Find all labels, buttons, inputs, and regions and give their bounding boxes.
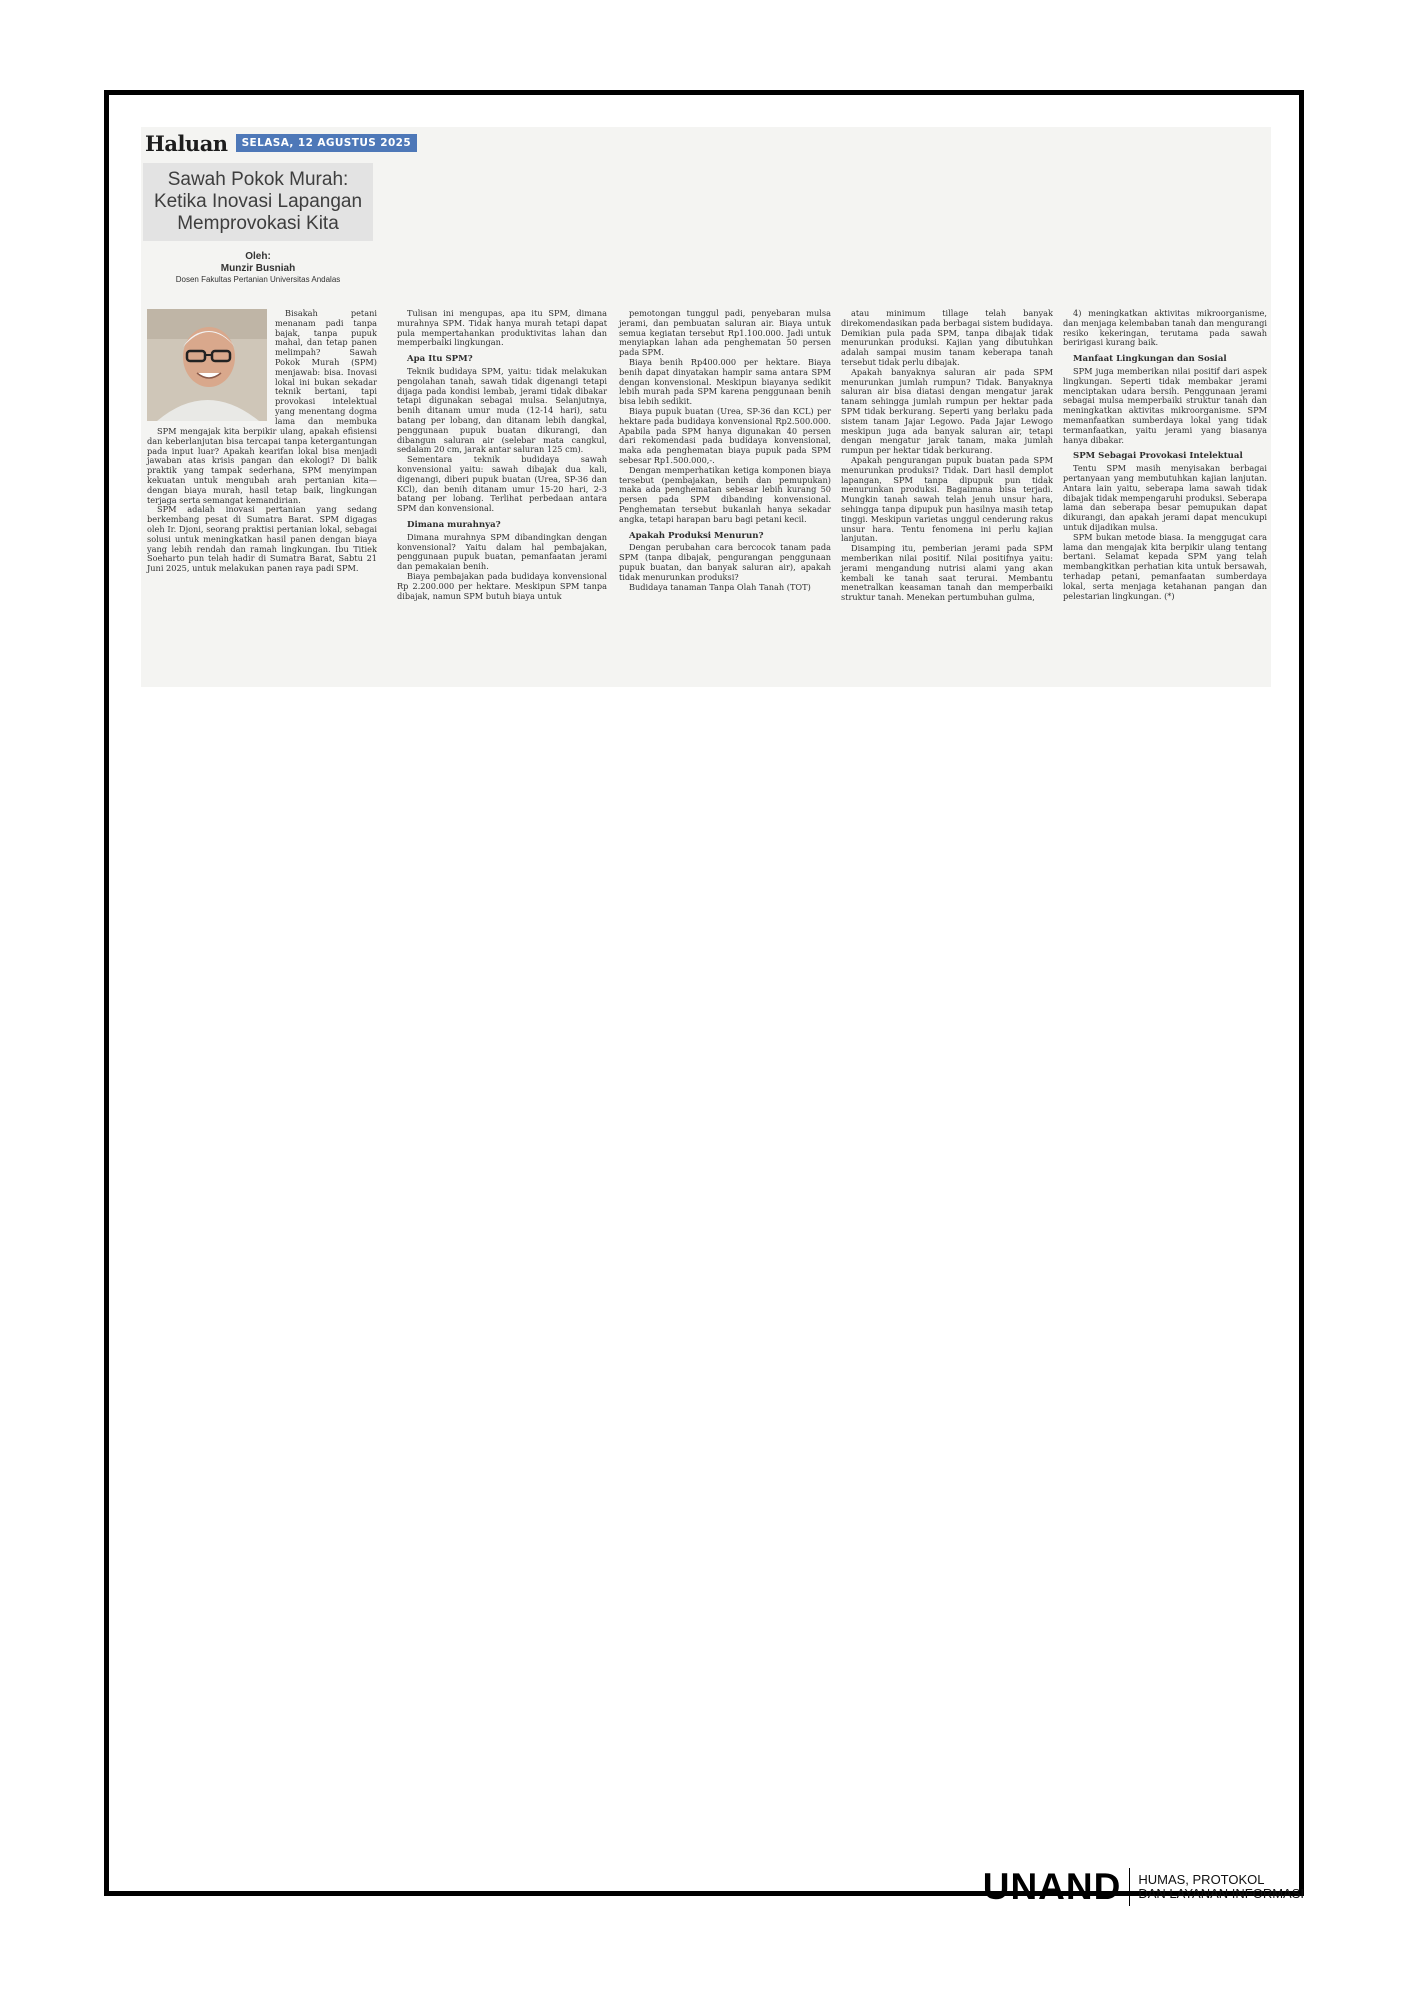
footer-divider (1129, 1868, 1130, 1906)
intro-paragraph: Bisakah petani menanam padi tanpa bajak, tanpa pupuk mahal, dan tetap panen melimpah? Sawah Pokok Murah (SPM) menjawab: bisa. Inovasi lokal ini bukan sekadar teknik bertani, tapi provokasi intelektual yang menentang dogma lama dan membuka (275, 309, 377, 425)
paragraph: Dengan perubahan cara bercocok tanam pada SPM (tanpa dibajak, pengurangan penggunaan pupuk buatan, dan banyak saluran air), apakah tidak menurunkan produksi? (619, 542, 831, 582)
section-heading: Dimana murahnya? (407, 519, 501, 530)
paragraph: atau minimum tillage telah banyak direkomendasikan pada berbagai sistem budidaya. Demikian pula pada SPM, tanpa dibajak tidak menurunkan produksi. Kajian yang dibutuhkan adalah sampai musim tanam keberapa tanah tersebut tidak perlu dibajak. (841, 308, 1053, 367)
paragraph: Sementara teknik budidaya sawah konvensional yaitu: sawah dibajak dua kali, digenangi, diberi pupuk buatan (Urea, SP-36 dan KCl), dan benih ditanam umur 15-20 hari, 2-3 batang per lobang. Terlihat perbedaan antara SPM dan konvensional. (397, 454, 607, 514)
title-line: Memprovokasi Kita (177, 213, 339, 234)
paragraph: SPM bukan metode biasa. Ia menggugat cara lama dan mengajak kita berpikir ulang tentang bertani. Selamat kepada SPM yang telah membangkitkan perhatian kita untuk bersawah, terhadap petani, pemanfaatan sumberdaya lokal, serta menjaga ketahanan pangan dan pelestarian lingkungan. (*) (1063, 531, 1267, 601)
paragraph: Dengan memperhatikan ketiga komponen biaya tersebut (pembajakan, benih dan pemupukan) maka ada penghematan sebesar lebih kurang 50 persen pada SPM dibanding konvensional. Penghematan tersebut bukanlah hanya sekadar angka, tetapi harapan baru bagi petani kecil. (619, 464, 831, 524)
section-heading: Apakah Produksi Menurun? (629, 530, 764, 541)
unand-logo: UNAND (982, 1866, 1122, 1907)
paragraph: Apakah banyaknya saluran air pada SPM menurunkan jumlah rumpun? Tidak. Banyaknya saluran air bisa diatasi dengan mengatur jarak tanam sehingga jumlah rumpun per hektar pada SPM tidak berkurang. Seperti yang berlaku pada sistem tanam Jajar Legowo. Pada Jajar Lewogo meskipun juga ada banyak saluran air, tetapi dengan mengatur jarak tanam, maka jumlah rumpun per hektar tidak berkurang. (841, 366, 1053, 456)
paragraph: Tulisan ini mengupas, apa itu SPM, dimana murahnya SPM. Tidak hanya murah tetapi dapat pula mempertahankan produktivitas lahan dan memperbaiki lingkungan. (397, 308, 607, 348)
newspaper-logo: Haluan (145, 130, 228, 156)
paragraph: SPM mengajak kita berpikir ulang, apakah efisiensi dan keberlanjutan bisa tercapai tanpa ketergantungan pada input luar? Apakah kearifan lokal bisa menjadi jawaban atas krisis pangan dan ekologi? Di balik praktik yang tampak sederhana, SPM menyimpan kekuatan untuk mengubah arah pertanian kita—dengan biaya murah, hasil tetap baik, lingkungan terjaga serta semangat kemandirian. (147, 426, 377, 505)
paragraph: Dimana murahnya SPM dibandingkan dengan konvensional? Yaitu dalam hal pembajakan, penggunaan pupuk buatan, pemanfaatan jerami dan pemakaian benih. (397, 531, 607, 572)
masthead (145, 131, 417, 155)
footer-brand (983, 1866, 1304, 1908)
title-line: Ketika Inovasi Lapangan (153, 191, 363, 212)
newspaper-clipping (141, 127, 1271, 687)
byline (143, 251, 373, 285)
author-affiliation: Dosen Fakultas Pertanian Universitas Andalas (175, 275, 341, 284)
byline-label: Oleh: (245, 251, 271, 262)
title-line: Sawah Pokok Murah: (167, 169, 349, 190)
paragraph: Biaya benih Rp400.000 per hektare. Biaya benih dapat dinyatakan hampir sama antara SPM dengan konvensional. Meskipun biayanya sedikit lebih murah pada SPM karena penggunaan benih bisa lebih sedikit. (619, 356, 831, 407)
paragraph: Disamping itu, pemberian jerami pada SPM memberikan nilai positif. Nilai positifnya yaitu: jerami mengandung nutrisi alami yang akan kembali ke tanah saat terurai. Membantu menetralkan keasaman tanah dan memperbaiki struktur tanah. Menekan pertumbuhan gulma, (841, 543, 1053, 603)
paragraph: Budidaya tanaman Tanpa Olah Tanah (TOT) (629, 581, 811, 592)
paragraph: Teknik budidaya SPM, yaitu: tidak melakukan pengolahan tanah, sawah tidak digenangi tetapi dijaga pada kondisi lembab, jerami tidak dibakar tetapi digunakan sebagai mulsa. Selanjutnya, benih ditanam umur muda (12-14 hari), satu batang per lobang, dan ditanam lebih dangkal, penggunaan pupuk buatan dikurangi, dan dibangun saluran air (selebar mata cangkul, sedalam 20 cm, jarak antar saluran 125 cm). (397, 365, 607, 455)
author-name: Munzir Busniah (220, 263, 296, 274)
paragraph: SPM adalah inovasi pertanian yang sedang berkembang pesat di Sumatra Barat. SPM digagas oleh Ir. Djoni, seorang praktisi pertanian lokal, sebagai solusi untuk meningkatkan hasil panen dengan biaya yang lebih rendah dan ramah lingkungan. Ibu Titiek Soeharto pun telah hadir di Sumatra Barat, Sabtu 21 Juni 2025, untuk melakukan panen raya padi SPM. (147, 504, 377, 574)
paragraph: pemotongan tunggul padi, penyebaran mulsa jerami, dan pembuatan saluran air. Biaya untuk semua kegiatan tersebut Rp1.100.000. Jadi untuk menyiapkan lahan ada penghematan 50 persen pada SPM. (619, 308, 831, 358)
author-photo (147, 309, 267, 421)
section-heading: Apa Itu SPM? (407, 354, 473, 365)
paragraph: Biaya pembajakan pada budidaya konvensional Rp 2.200.000 per hektare. Meskipun SPM tanpa dibajak, namun SPM butuh biaya untuk (397, 570, 607, 601)
unit-name (1138, 1873, 1304, 1901)
column-3 (619, 309, 831, 592)
intro-wrap (275, 309, 377, 425)
paragraph: SPM juga memberikan nilai positif dari aspek lingkungan. Seperti tidak membakar jerami menciptakan udara bersih. Penggunaan jerami sebagai mulsa memperbaiki struktur tanah dan meningkatkan aktivitas mikroorganisme. SPM memanfaatkan sumberdaya lokal yang tidak termanfaatkan, yaitu jerami yang biasanya hanya dibakar. (1063, 365, 1267, 445)
unit-line: DAN LAYANAN INFORMASI (1138, 1886, 1304, 1901)
column-1 (147, 427, 377, 574)
column-4 (841, 309, 1053, 603)
article-title (143, 163, 373, 241)
paragraph: Biaya pupuk buatan (Urea, SP-36 dan KCL) per hektare pada budidaya konvensional Rp2.500.000. Apabila pada SPM hanya digunakan 40 persen dari rekomendasi pada budidaya konvensional, maka ada penghematan biaya pupuk pada SPM sebesar Rp1.500.000,-. (619, 405, 831, 465)
section-heading: SPM Sebagai Provokasi Intelektual (1073, 451, 1243, 462)
paragraph: Tentu SPM masih menyisakan berbagai pertanyaan yang membutuhkan kajian lanjutan. Antara lain yaitu, seberapa lama sawah tidak dibajak tidak mempengaruhi produksi. Seberapa lama dan seberapa besar pemupukan dapat dikurangi, dan apakah jerami dapat mencukupi untuk dijadikan mulsa. (1063, 463, 1267, 532)
column-5 (1063, 309, 1267, 601)
unit-line: HUMAS, PROTOKOL (1138, 1872, 1265, 1887)
paragraph: Apakah pengurangan pupuk buatan pada SPM menurunkan produksi? Tidak. Dari hasil demplot lapangan, SPM tanpa dipupuk pun tidak menurunkan produksi. Bagaimana bisa terjadi. Mungkin tanah sawah telah jenuh unsur hara, sehingga tanpa dipupuk pun hasilnya masih tetap tinggi. Meskipun varietas unggul cenderung rakus unsur hara. Tentu fenomena ini perlu kajian lanjutan. (841, 454, 1053, 544)
column-2 (397, 309, 607, 601)
paragraph: 4) meningkatkan aktivitas mikroorganisme, dan menjaga kelembaban tanah dan mengurangi resiko kekeringan, terutama pada sawah beririgasi kurang baik. (1063, 308, 1267, 348)
section-heading: Manfaat Lingkungan dan Sosial (1073, 354, 1227, 365)
issue-date: SELASA, 12 AGUSTUS 2025 (236, 134, 418, 152)
